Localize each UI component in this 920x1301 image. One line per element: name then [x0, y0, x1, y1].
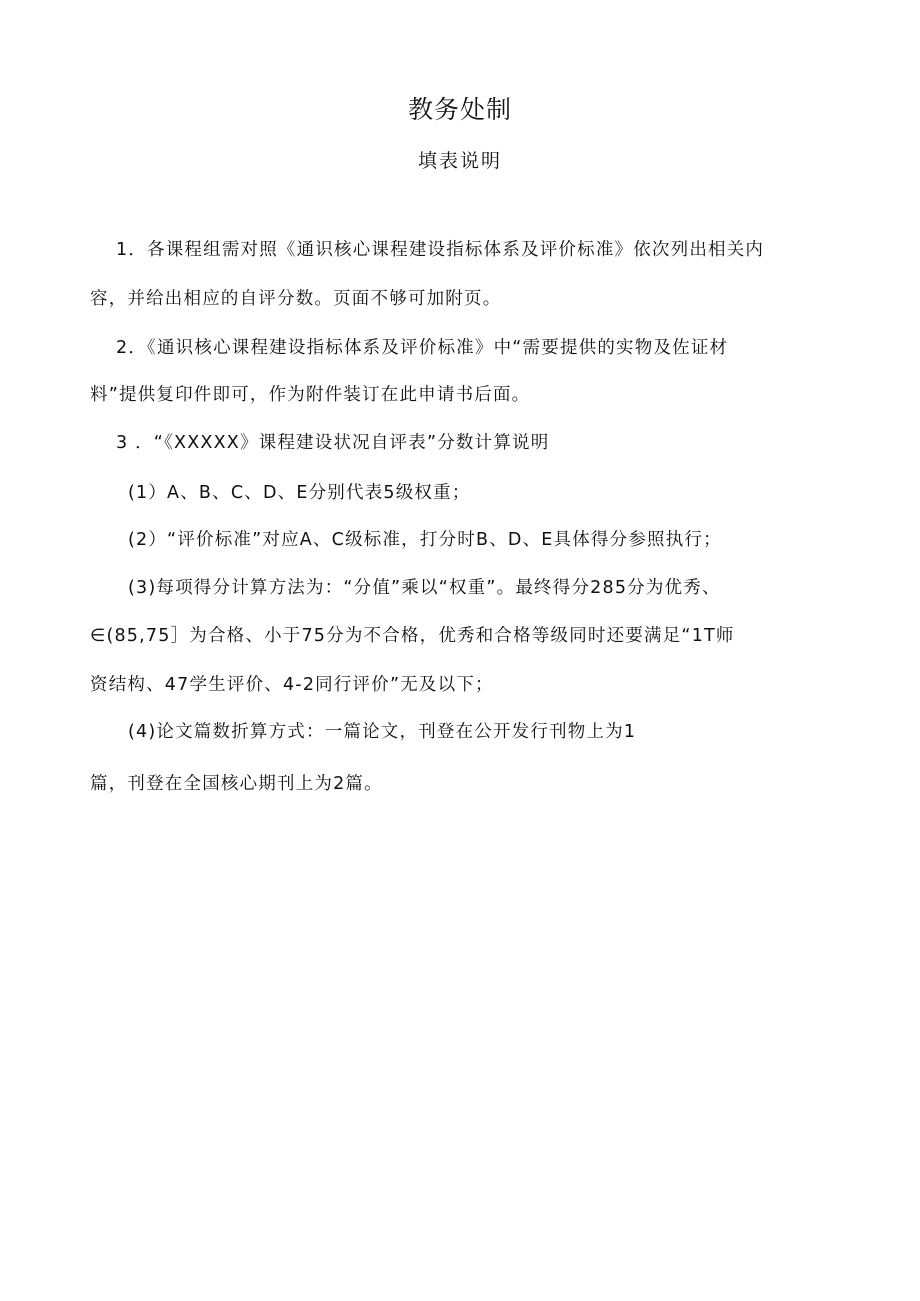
item-1-line-2: 容，并给出相应的自评分数。页面不够可加附页。	[90, 289, 502, 309]
item-2-line-2: 料”提供复印件即可，作为附件装订在此申请书后面。	[90, 385, 531, 405]
item-1-line-1: 1．各课程组需对照《通识核心课程建设指标体系及评价标准》依次列出相关内	[116, 240, 765, 260]
sub-item-3-line-2: ∈(85,75］为合格、小于75分为不合格，优秀和合格等级同时还要满足“1T师	[90, 626, 735, 646]
form-title: 填表说明	[417, 150, 502, 172]
sub-item-3-line-1: (3)每项得分计算方法为：“分值”乘以“权重”。最终得分285分为优秀、	[128, 578, 721, 598]
sub-item-4-line-1: (4)论文篇数折算方式：一篇论文，刊登在公开发行刊物上为1	[128, 722, 637, 742]
item-2-line-1: 2．《通识核心课程建设指标体系及评价标准》中“需要提供的实物及佐证材	[116, 338, 729, 358]
sub-item-4-line-2: 篇，刊登在全国核心期刊上为2篇。	[90, 774, 383, 794]
sub-item-2: (2）“评价标准”对应A、C级标准，打分时B、D、E具体得分参照执行；	[128, 530, 722, 550]
sub-item-3-line-3: 资结构、47学生评价、4-2同行评价”无及以下；	[90, 675, 494, 695]
item-3-heading: 3 ．“《XXXXX》课程建设状况自评表”分数计算说明	[116, 433, 550, 453]
issuer-title: 教务处制	[407, 95, 512, 124]
sub-item-1: (1）A、B、C、D、E分别代表5级权重；	[128, 483, 471, 503]
